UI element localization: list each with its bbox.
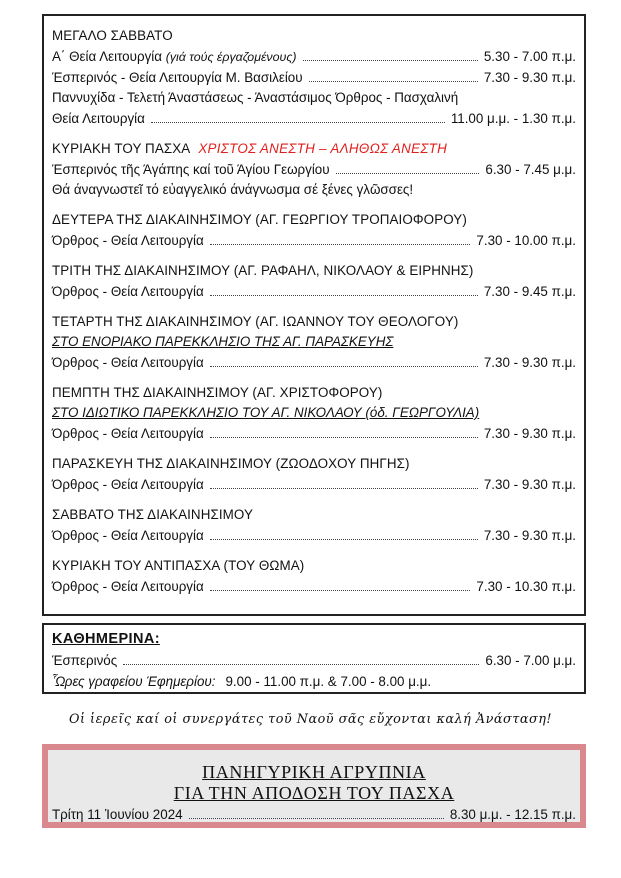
service-label: Όρθρος - Θεία Λειτουργία <box>52 233 204 248</box>
service-note: (γιά τούς έργαζομένους) <box>165 50 297 64</box>
vigil-title-line-1: ΠΑΝΗΓΥΡΙΚΗ ΑΓΡΥΠΝΙΑ <box>202 762 426 782</box>
service-row <box>52 46 576 67</box>
dot-leader <box>336 161 480 174</box>
easter-wish: Οἱ ἱερεῖς καί οἱ συνεργάτες τοῦ Ναοῦ σᾶς εὔχονται καλή Ἀνάσταση! <box>68 712 553 727</box>
service-time: 7.30 - 10.00 π.μ. <box>476 233 576 248</box>
service-label: Θεία Λειτουργία <box>52 111 145 126</box>
office-hours <box>52 671 576 693</box>
service-time: 6.30 - 7.00 μ.μ. <box>485 653 576 668</box>
service-row <box>52 67 576 88</box>
dot-leader <box>151 110 445 123</box>
service-label: Έσπερινός τῆς Άγάπης καί τοῦ Άγίου Γεωργίου <box>52 162 330 177</box>
section-heading: ΜΕΓΑΛΟ ΣΑΒΒΑΤΟ <box>52 28 173 43</box>
section-megalo-savvato <box>52 25 576 129</box>
service-time: 7.30 - 9.30 π.μ. <box>483 528 576 543</box>
dot-leader <box>303 48 478 61</box>
easter-greeting: ΧΡΙΣΤΟΣ ΑΝΕΣΤΗ – ΑΛΗΘΩΣ ΑΝΕΣΤΗ <box>198 141 448 156</box>
vigil-box <box>42 744 586 828</box>
dot-leader <box>210 232 471 245</box>
service-label: Όρθρος - Θεία Λειτουργία <box>52 284 204 299</box>
location-line: ΣΤΟ ΙΔΙΩΤΙΚΟ ΠΑΡΕΚΚΛΗΣΙΟ ΤΟΥ ΑΓ. ΝΙΚΟΛΑΟΥ (όδ. ΓΕΩΡΓΟΥΛΙΑ) <box>52 405 480 420</box>
service-label: Όρθρος - Θεία Λειτουργία <box>52 579 204 594</box>
daily-title: ΚΑΘΗΜΕΡΙΝΑ: <box>52 631 160 647</box>
section-antipasxa <box>52 555 576 597</box>
service-row <box>52 352 576 373</box>
service-time: 7.30 - 9.30 π.μ. <box>483 355 576 370</box>
service-row <box>52 576 576 597</box>
service-row <box>52 230 576 251</box>
service-label: Έσπερινός - Θεία Λειτουργία Μ. Βασιλείου <box>52 70 303 85</box>
service-label: Όρθρος - Θεία Λειτουργία <box>52 355 204 370</box>
vigil-date: Τρίτη 11 Ἰουνίου 2024 <box>52 807 183 822</box>
section-heading: ΠΑΡΑΣΚΕΥΗ ΤΗΣ ΔΙΑΚΑΙΝΗΣΙΜΟΥ (ΖΩΟΔΟΧΟΥ ΠΗΓΗΣ) <box>52 456 410 471</box>
service-time: 11.00 μ.μ. - 1.30 π.μ. <box>450 111 576 126</box>
vigil-time: 8.30 μ.μ. - 12.15 π.μ. <box>449 807 576 822</box>
dot-leader <box>210 283 478 296</box>
heading-text: ΚΥΡΙΑΚΗ ΤΟΥ ΠΑΣΧΑ <box>52 141 191 156</box>
service-time: 7.30 - 9.30 π.μ. <box>483 70 576 85</box>
section-savvato <box>52 504 576 546</box>
dot-leader <box>210 354 478 367</box>
service-time: 7.30 - 9.45 π.μ. <box>483 284 576 299</box>
daily-box <box>42 623 586 694</box>
service-time: 7.30 - 9.30 π.μ. <box>483 477 576 492</box>
service-time: 6.30 - 7.45 μ.μ. <box>485 162 576 177</box>
section-tetarti <box>52 311 576 373</box>
service-row <box>52 159 576 180</box>
service-description: Παννυχίδα - Τελετή Άναστάσεως - Άναστάσιμος Όρθρος - Πασχαλινή <box>52 90 459 105</box>
service-note: Θά άναγνωστεῖ τό εὐαγγελικό άνάγνωσμα σέ ξένες γλῶσσες! <box>52 182 414 197</box>
service-row <box>52 474 576 495</box>
location-line: ΣΤΟ ΕΝΟΡΙΑΚΟ ΠΑΡΕΚΚΛΗΣΙΟ ΤΗΣ ΑΓ. ΠΑΡΑΣΚΕΥΗΣ <box>52 334 394 349</box>
section-paraskevi <box>52 453 576 495</box>
section-heading: ΤΕΤΑΡΤΗ ΤΗΣ ΔΙΑΚΑΙΝΗΣΙΜΟΥ (ΑΓ. ΙΩΑΝΝΟΥ ΤΟΥ ΘΕΟΛΟΓΟΥ) <box>52 314 459 329</box>
service-row <box>52 525 576 546</box>
vigil-title-line-2: ΓΙΑ ΤΗΝ ΑΠΟΔΟΣΗ ΤΟΥ ΠΑΣΧΑ <box>173 783 455 803</box>
service-row <box>52 281 576 302</box>
service-label: Όρθρος - Θεία Λειτουργία <box>52 528 204 543</box>
dot-leader <box>309 69 478 82</box>
office-hours-time: 9.00 - 11.00 π.μ. & 7.00 - 8.00 μ.μ. <box>225 674 432 689</box>
schedule-box <box>42 14 586 616</box>
service-time: 7.30 - 10.30 π.μ. <box>476 579 576 594</box>
section-heading: ΔΕΥΤΕΡΑ ΤΗΣ ΔΙΑΚΑΙΝΗΣΙΜΟΥ (ΑΓ. ΓΕΩΡΓΙΟΥ ΤΡΟΠΑΙΟΦΟΡΟΥ) <box>52 212 467 227</box>
service-label: Όρθρος - Θεία Λειτουργία <box>52 426 204 441</box>
dot-leader <box>189 806 444 819</box>
dot-leader <box>210 578 471 591</box>
section-heading: ΠΕΜΠΤΗ ΤΗΣ ΔΙΑΚΑΙΝΗΣΙΜΟΥ (ΑΓ. ΧΡΙΣΤΟΦΟΡΟΥ) <box>52 385 383 400</box>
section-heading <box>52 138 576 159</box>
service-row <box>52 423 576 444</box>
dot-leader <box>210 425 478 438</box>
service-time: 5.30 - 7.00 π.μ. <box>483 49 576 64</box>
vigil-row <box>52 804 576 826</box>
service-label: Έσπερινός <box>52 653 118 668</box>
service-row <box>52 108 576 129</box>
dot-leader <box>210 476 478 489</box>
service-row <box>52 650 576 671</box>
section-heading: ΣΑΒΒΑΤΟ ΤΗΣ ΔΙΑΚΑΙΝΗΣΙΜΟΥ <box>52 507 254 522</box>
dot-leader <box>210 527 478 540</box>
dot-leader <box>123 652 479 665</box>
section-kyriaki-pasxa <box>52 138 576 200</box>
section-pempti <box>52 382 576 444</box>
section-deftera <box>52 209 576 251</box>
service-label: Όρθρος - Θεία Λειτουργία <box>52 477 204 492</box>
service-time: 7.30 - 9.30 π.μ. <box>483 426 576 441</box>
section-triti <box>52 260 576 302</box>
service-label: Α΄ Θεία Λειτουργία <box>52 49 162 64</box>
section-heading: ΚΥΡΙΑΚΗ ΤΟΥ ΑΝΤΙΠΑΣΧΑ (ΤΟΥ ΘΩΜΑ) <box>52 558 305 573</box>
office-hours-label: Ὧρες γραφείου Έφημερίου: <box>52 674 216 689</box>
section-heading: ΤΡΙΤΗ ΤΗΣ ΔΙΑΚΑΙΝΗΣΙΜΟΥ (ΑΓ. ΡΑΦΑΗΛ, ΝΙΚΟΛΑΟΥ & ΕΙΡΗΝΗΣ) <box>52 263 474 278</box>
